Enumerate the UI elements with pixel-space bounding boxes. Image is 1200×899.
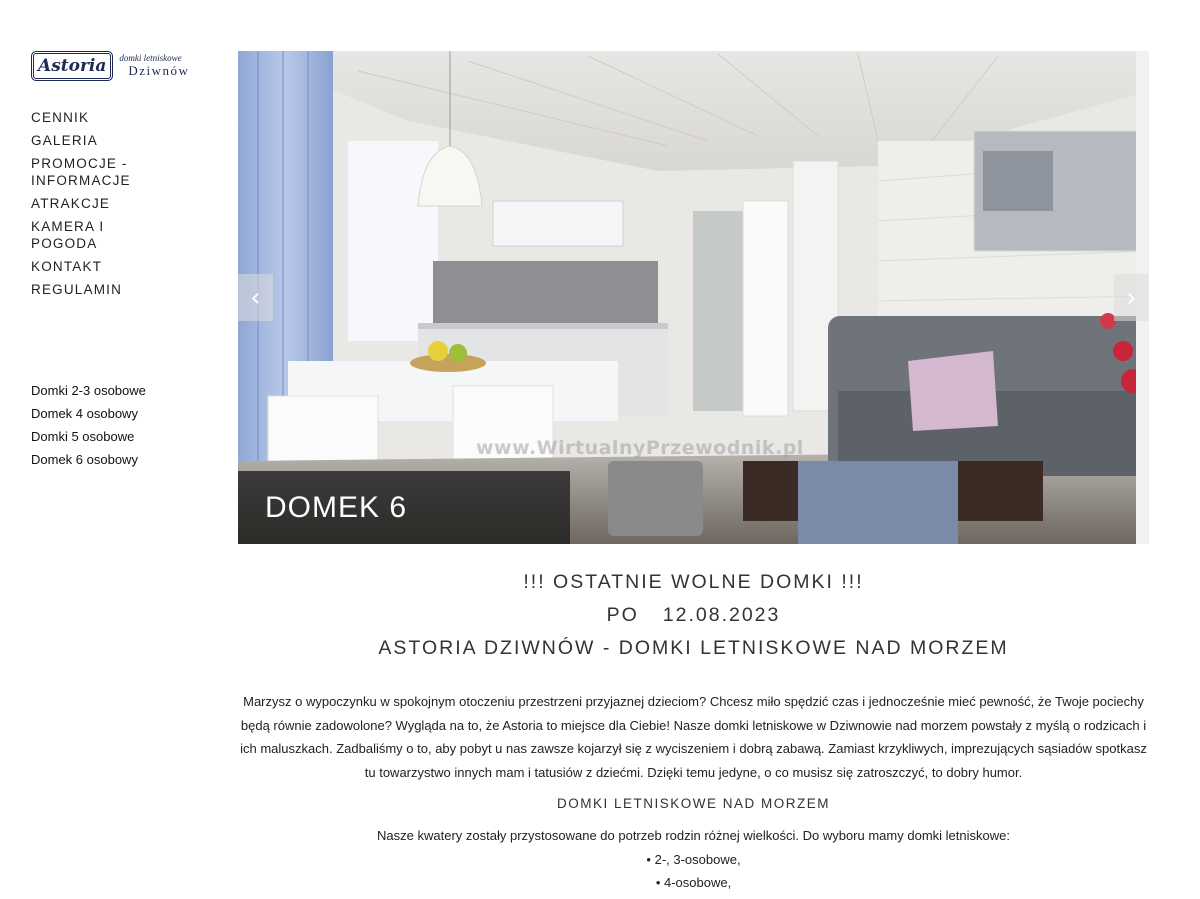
cottages-paragraph: Nasze kwatery zostały przystosowane do potrzeb rodzin różnej wielkości. Do wyboru mamy domki letniskowe: bbox=[377, 828, 1010, 843]
menu-link-kamera[interactable]: KAMERA I POGODA bbox=[31, 219, 105, 251]
page-title: ASTORIA DZIWNÓW - DOMKI LETNISKOWE NAD MORZEM bbox=[378, 637, 1009, 659]
slider-next-arrow-icon[interactable]: › bbox=[1114, 274, 1149, 321]
menu-item bbox=[31, 109, 206, 126]
section-heading: DOMKI LETNISKOWE NAD MORZEM bbox=[556, 796, 830, 811]
menu-item bbox=[31, 258, 206, 275]
site-logo[interactable] bbox=[31, 50, 206, 82]
photo-watermark: www.WirtualnyPrzewodnik.pl bbox=[476, 437, 804, 459]
submenu-item bbox=[31, 428, 211, 451]
menu-link-cennik[interactable]: CENNIK bbox=[31, 110, 90, 125]
main-content bbox=[238, 566, 1149, 895]
menu-link-promocje[interactable]: PROMOCJE - INFORMACJE bbox=[31, 156, 131, 188]
cottage-types-list bbox=[238, 848, 1149, 895]
menu-link-kontakt[interactable]: KONTAKT bbox=[31, 259, 103, 274]
menu-item bbox=[31, 195, 206, 212]
promo-date-line bbox=[238, 599, 1149, 632]
submenu-item bbox=[31, 382, 211, 405]
promo-date: 12.08.2023 bbox=[662, 604, 781, 626]
submenu-link-6[interactable]: Domek 6 osobowy bbox=[31, 452, 138, 467]
slider-prev-arrow-icon[interactable]: ‹ bbox=[238, 274, 273, 321]
logo-line1: domki letniskowe bbox=[119, 53, 182, 64]
submenu-link-2-3[interactable]: Domki 2-3 osobowe bbox=[31, 383, 146, 398]
logo-line2: Dziwnów bbox=[128, 62, 190, 78]
submenu-item bbox=[31, 451, 211, 474]
menu-item bbox=[31, 132, 206, 149]
cottage-submenu bbox=[31, 382, 211, 467]
logo-text bbox=[119, 54, 189, 77]
date-prefix: PO bbox=[606, 604, 639, 626]
menu-link-galeria[interactable]: GALERIA bbox=[31, 133, 98, 148]
sidebar bbox=[31, 50, 206, 304]
slide-caption: DOMEK 6 OSOBOWY bbox=[238, 471, 570, 544]
menu-link-atrakcje[interactable]: ATRAKCJE bbox=[31, 196, 111, 211]
list-item: • 2-, 3-osobowe, bbox=[646, 851, 741, 867]
logo-badge: Astoria bbox=[31, 51, 113, 81]
main-menu bbox=[31, 109, 206, 298]
submenu-link-4[interactable]: Domek 4 osobowy bbox=[31, 406, 138, 421]
intro-paragraph: Marzysz o wypoczynku w spokojnym otoczeniu przestrzeni przyjaznej dzieciom? Chcesz miło spędzić czas i jednocześnie mieć pewność, że Twoje pociechy będą równie zadowolone? Wygląda na to, że Astoria to miejsce dla Ciebie! Nasze domki letniskowe w Dziwnowie nad morzem powstały z myślą o rodzicach i ich maluszkach. Zadbaliśmy o to, aby pobyt u nas zawsze kojarzył się z wyciszeniem i dobrą zabawą. Zamiast krzykliwych, imprezujących sąsiadów spotkasz tu towarzystwo innych mam i tatusiów z dziećmi. Dzięki temu jedyne, o co musisz się zatroszczyć, to dobry humor. bbox=[240, 694, 1147, 780]
submenu-link-5[interactable]: Domki 5 osobowe bbox=[31, 429, 135, 444]
menu-link-regulamin[interactable]: REGULAMIN bbox=[31, 282, 123, 297]
menu-item bbox=[31, 281, 206, 298]
submenu-item bbox=[31, 405, 211, 428]
list-item: • 4-osobowe, bbox=[655, 875, 732, 890]
promo-headline: !!! OSTATNIE WOLNE DOMKI !!! bbox=[523, 571, 864, 593]
menu-item bbox=[31, 218, 206, 252]
menu-item bbox=[31, 155, 206, 189]
